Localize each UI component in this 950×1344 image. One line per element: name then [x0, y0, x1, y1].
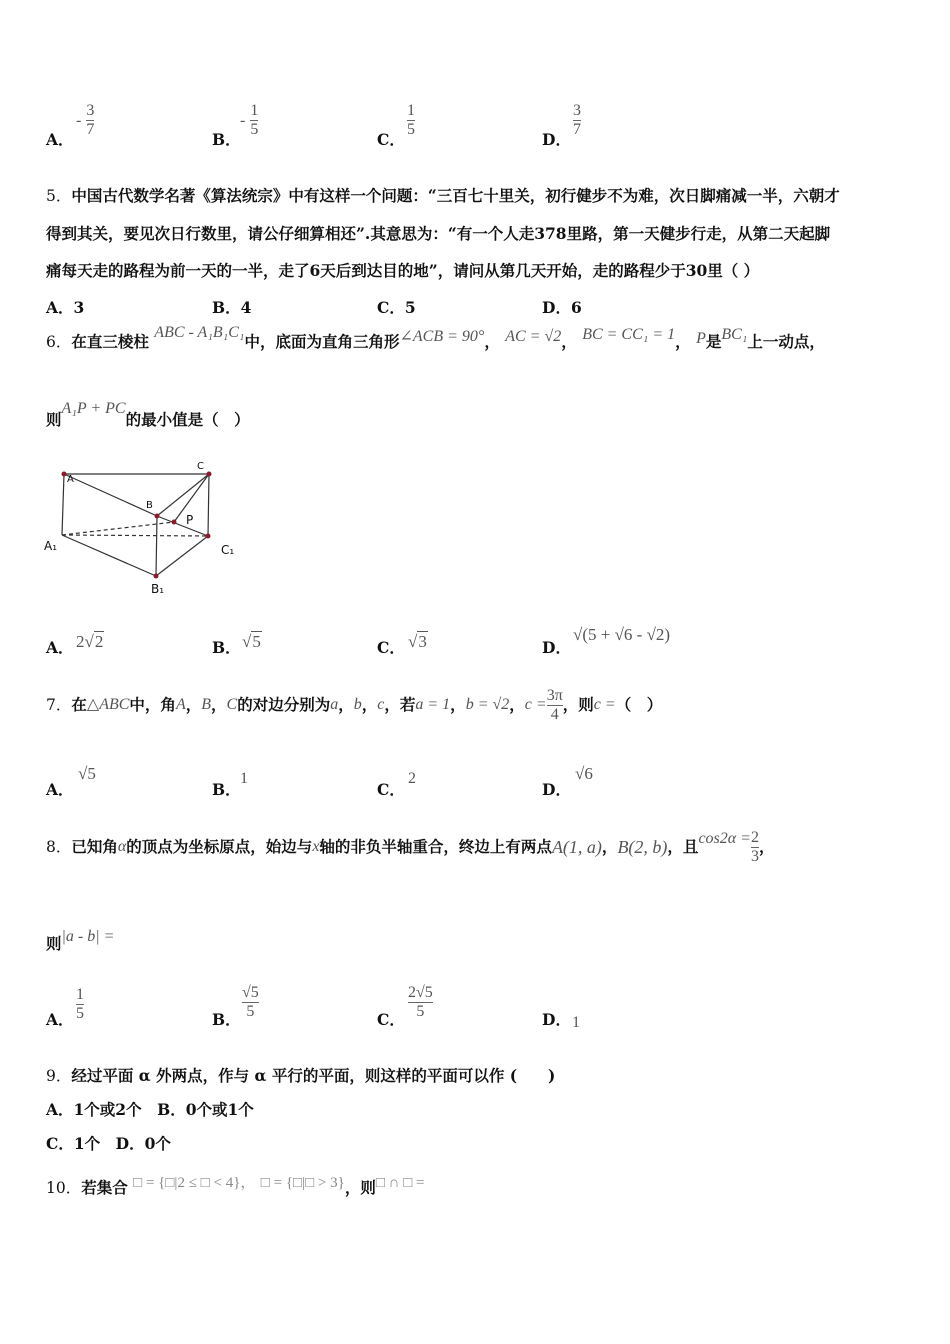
- q5-option-d: D．6: [542, 298, 582, 317]
- q4-option-d-label: D．: [542, 130, 571, 149]
- q4-option-b-label: B．: [212, 130, 241, 149]
- q7-option-b-label: B．: [212, 780, 241, 799]
- q6-option-d-value: √(5 + √6 - √2): [573, 625, 671, 644]
- edge-b-b1: [156, 516, 157, 576]
- edge-a-a1: [62, 474, 64, 535]
- q6-option-a-label: A．: [46, 638, 74, 657]
- q8-option-c-value: $\frac{2√5}{5}$: [408, 984, 433, 1020]
- edge-a-b: [64, 474, 157, 516]
- label-b: B: [146, 500, 153, 511]
- q6-stem: 6．在直三棱柱 ABC - A₁B₁C₁中，底面为直角三角形∠ACB = 90°， AC = √2， BC = CC₁ = 1， P是BC₁上一动点，: [46, 324, 825, 351]
- label-p: P: [186, 513, 194, 527]
- q6-option-c-label: C．: [377, 638, 405, 657]
- label-b1: B₁: [151, 582, 165, 596]
- q7-stem: 7． 在 △ABC 中，角 A ， B ， C 的对边分别为 a ， b ， c ，若 a = 1 ， b = √2 ， c = $\frac{3\pi}{4}$ ，则 c = （ ）: [46, 686, 663, 723]
- q6-stem-2: 则A₁P + PC的最小值是（ ）: [46, 400, 250, 429]
- edge-a1-c1-hidden: [62, 535, 208, 536]
- label-a: A: [67, 474, 74, 485]
- label-c: C: [197, 461, 204, 472]
- q5-line-2: 得到其关，要见次日行数里，请公仔细算相还”.其意思为：“有一个人走378里路，第一天健步行走，从第二天起脚: [46, 224, 831, 243]
- q6-option-d-label: D．: [542, 638, 571, 657]
- q4-option-c-label: C．: [377, 130, 405, 149]
- q4-option-a-label: A．: [46, 130, 74, 149]
- q8-option-b-label: B．: [212, 1010, 241, 1029]
- q7-option-c-label: C．: [377, 780, 405, 799]
- q4-option-b-value: - $\frac{1}{5}$: [240, 102, 259, 138]
- q8-stem-2: 则|a - b| =: [46, 928, 115, 953]
- q8-option-b-value: $\frac{√5}{5}$: [242, 984, 259, 1020]
- label-a1: A₁: [44, 539, 58, 553]
- q7-option-b-value: 1: [240, 770, 248, 787]
- q6-option-a-value: 2√2: [76, 632, 104, 651]
- q8-stem: 8． 已知角 α 的顶点为坐标原点，始边与 x 轴的非负半轴重合，终边上有两点 A(1, a) ， B(2, b) ，且 cos2α = $\frac{2}{3}$ ，: [46, 828, 775, 865]
- q6-option-b-value: √5: [242, 632, 261, 651]
- q8-option-d-value: 1: [572, 1014, 580, 1031]
- q5-option-a: A．3: [46, 298, 85, 317]
- q5-option-c: C．5: [377, 298, 416, 317]
- edge-a1-b1: [62, 535, 156, 576]
- q5-line-1: 5．中国古代数学名著《算法统宗》中有这样一个问题：“三百七十里关，初行健步不为难，次日脚痛减一半，六朝才: [46, 186, 840, 205]
- q7-option-a-label: A．: [46, 780, 74, 799]
- q9-stem: 9．经过平面 α 外两点，作与 α 平行的平面，则这样的平面可以作 ( ): [46, 1066, 556, 1085]
- q4-option-a-value: - $\frac{3}{7}$: [76, 102, 95, 138]
- label-c1: C₁: [221, 543, 235, 557]
- q7-option-d-value: √6: [575, 764, 593, 783]
- q4-option-c-value: $\frac{1}{5}$: [407, 102, 415, 138]
- q7-option-d-label: D．: [542, 780, 571, 799]
- q7-option-a-value: √5: [78, 764, 96, 783]
- q4-option-d-value: $\frac{3}{7}$: [573, 102, 581, 138]
- edge-c-c1: [208, 474, 209, 536]
- edge-b-c1: [157, 516, 208, 536]
- q8-option-d-label: D．: [542, 1010, 571, 1029]
- q5-line-3: 痛每天走的路程为前一天的一半，走了6天后到达目的地”，请问从第几天开始，走的路程少于30里（ ）: [46, 261, 760, 280]
- q5-option-b: B．4: [212, 298, 252, 317]
- q7-option-c-value: 2: [408, 770, 416, 787]
- q10-stem: 10．若集合 □ = {□|2 ≤ □ < 4}， □ = {□|□ > 3}，则□ ∩ □ =: [46, 1175, 425, 1197]
- q8-option-c-label: C．: [377, 1010, 405, 1029]
- q6-option-b-label: B．: [212, 638, 241, 657]
- q8-option-a-label: A．: [46, 1010, 74, 1029]
- q9-options-line-2: C．1个 D．0个: [46, 1134, 171, 1153]
- q8-option-a-value: $\frac{1}{5}$: [76, 986, 84, 1022]
- edge-b1-c1: [156, 536, 208, 576]
- q6-option-c-value: √3: [408, 632, 427, 651]
- q9-options-line-1: A．1个或2个 B．0个或1个: [46, 1100, 254, 1119]
